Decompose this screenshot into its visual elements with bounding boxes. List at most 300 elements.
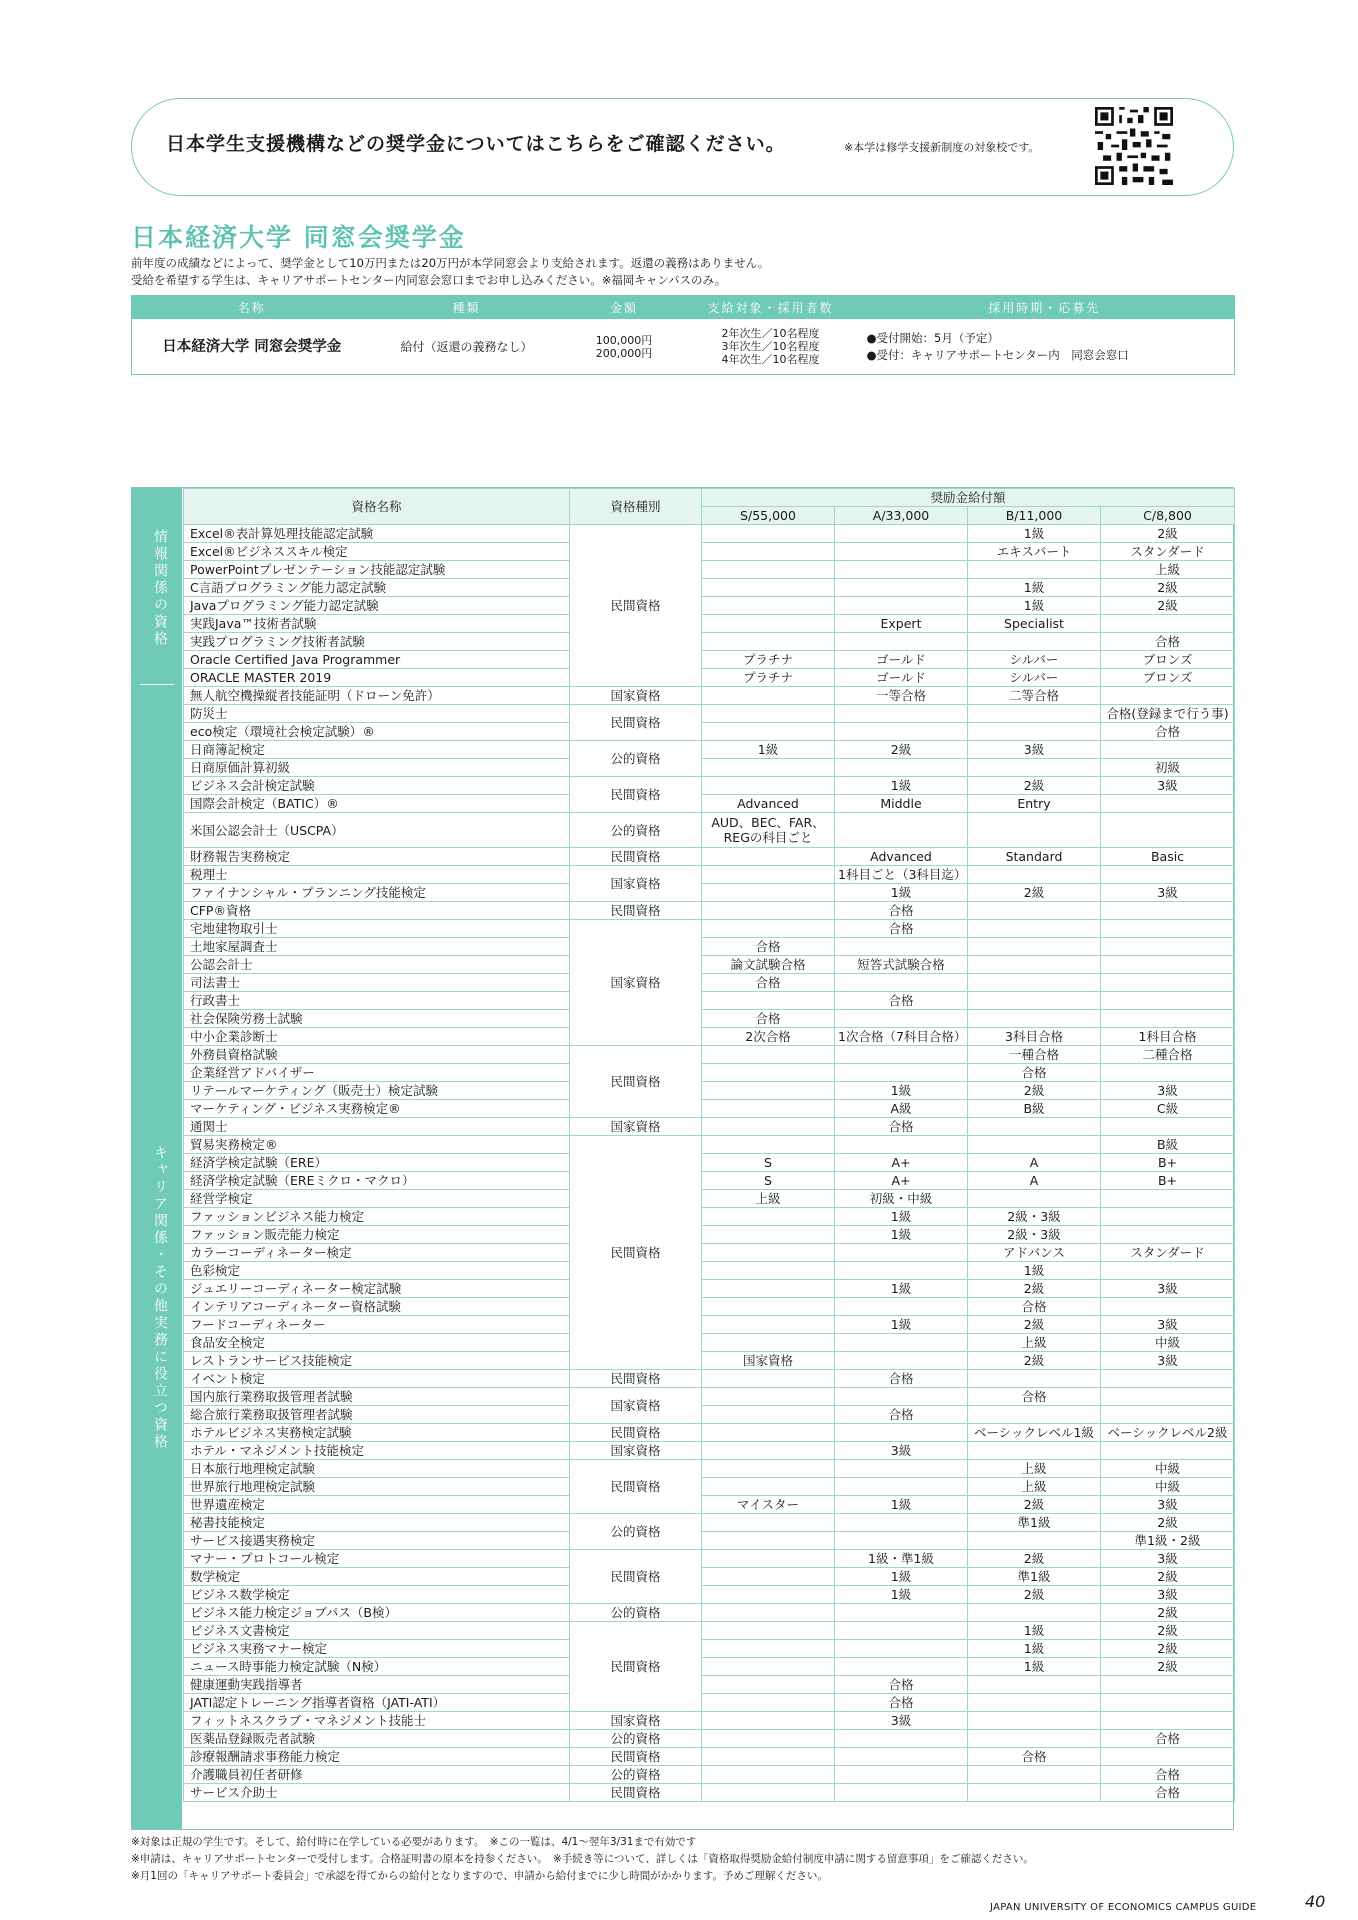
- qualification-name: C言語プログラミング能力認定試験: [184, 579, 570, 597]
- table-row: [184, 633, 1235, 651]
- table-row: [184, 1244, 1235, 1262]
- qualification-name: Oracle Certified Java Programmer: [184, 651, 570, 669]
- amount-a: Advanced: [835, 848, 968, 866]
- amount-b: 2級・3級: [968, 1226, 1101, 1244]
- qualification-name: 実践プログラミング技術者試験: [184, 633, 570, 651]
- qualification-type: 公的資格: [570, 1514, 702, 1550]
- table-row: [184, 866, 1235, 884]
- amount-b: B級: [968, 1100, 1101, 1118]
- amount-b: [968, 1766, 1101, 1784]
- qualification-name: 外務員資格試験: [184, 1046, 570, 1064]
- amount-c: [1101, 1370, 1235, 1388]
- amount-b: エキスパート: [968, 543, 1101, 561]
- qualification-type: 民間資格: [570, 1046, 702, 1118]
- amount-s: プラチナ: [702, 651, 835, 669]
- amount-a: 短答式試験合格: [835, 956, 968, 974]
- amount-c: B級: [1101, 1136, 1235, 1154]
- amount-b: 合格: [968, 1064, 1101, 1082]
- qualification-name: カラーコーディネーター検定: [184, 1244, 570, 1262]
- qualification-name: PowerPointプレゼンテーション技能認定試験: [184, 561, 570, 579]
- amount-c: [1101, 1442, 1235, 1460]
- amount-b: 2級: [968, 1316, 1101, 1334]
- qualification-name: 経営学検定: [184, 1190, 570, 1208]
- amount-s: [702, 866, 835, 884]
- amount-c: 3級: [1101, 777, 1235, 795]
- amount-s: [702, 1442, 835, 1460]
- amount-a: 初級・中級: [835, 1190, 968, 1208]
- amount-c: 合格: [1101, 633, 1235, 651]
- table-row: [184, 956, 1235, 974]
- amount-b: ベーシックレベル1級: [968, 1424, 1101, 1442]
- amount-a: [835, 1478, 968, 1496]
- qualification-name: ビジネス数学検定: [184, 1586, 570, 1604]
- table-row: [184, 938, 1235, 956]
- table-row: [184, 974, 1235, 992]
- amount-a: [835, 1010, 968, 1028]
- table-row: [184, 1064, 1235, 1082]
- amount-s: 上級: [702, 1190, 835, 1208]
- qualification-type: 民間資格: [570, 525, 702, 687]
- amount-a: [835, 561, 968, 579]
- qualification-table: [183, 488, 1235, 1802]
- amount-c: B+: [1101, 1172, 1235, 1190]
- amount-s: [702, 1298, 835, 1316]
- footnote: ※対象は正規の学生です。そして、給付時に在学している必要があります。 ※この一覧は、4/1～翌年3/31まで有効です: [131, 1836, 697, 1848]
- qualification-name: ホテル・マネジメント技能検定: [184, 1442, 570, 1460]
- qualification-type: 公的資格: [570, 1604, 702, 1622]
- qualification-type: 民間資格: [570, 705, 702, 741]
- header-target: 支給対象・採用者数: [687, 295, 855, 319]
- qualification-name: ビジネス実務マナー検定: [184, 1640, 570, 1658]
- amount-c: スタンダード: [1101, 543, 1235, 561]
- amount-b: [968, 813, 1101, 848]
- amount-s: [702, 902, 835, 920]
- amount-b: 1級: [968, 1658, 1101, 1676]
- qualification-section: [131, 487, 1234, 1830]
- amount-c: [1101, 1226, 1235, 1244]
- qualification-name: 健康運動実践指導者: [184, 1676, 570, 1694]
- amount-c: 合格: [1101, 1766, 1235, 1784]
- amount-a: 1級: [835, 1208, 968, 1226]
- amount-a: [835, 1604, 968, 1622]
- amount-s: [702, 543, 835, 561]
- amount-a: [835, 1298, 968, 1316]
- amount-b: 1級: [968, 579, 1101, 597]
- amount-c: 2級: [1101, 579, 1235, 597]
- amount-c: [1101, 741, 1235, 759]
- amount-c: [1101, 1406, 1235, 1424]
- side-label-career: キャリア関係・その他実務に役立つ資格: [152, 1145, 168, 1451]
- amount-s: [702, 759, 835, 777]
- amount-a: 3級: [835, 1712, 968, 1730]
- amount-a: [835, 1748, 968, 1766]
- amount-b: A: [968, 1154, 1101, 1172]
- amount-s: [702, 777, 835, 795]
- amount-b: 1級: [968, 525, 1101, 543]
- table-row: [184, 1730, 1235, 1748]
- amount-c: 3級: [1101, 1586, 1235, 1604]
- amount-b: [968, 974, 1101, 992]
- amount-s: [702, 1658, 835, 1676]
- qualification-type: 民間資格: [570, 1748, 702, 1766]
- amount-s: [702, 1766, 835, 1784]
- qualification-name: 財務報告実務検定: [184, 848, 570, 866]
- amount-a: [835, 1460, 968, 1478]
- amount-b: 1級: [968, 1622, 1101, 1640]
- table-row: [184, 992, 1235, 1010]
- amount-a: [835, 1334, 968, 1352]
- table-row: [184, 723, 1235, 741]
- brand-text: JAPAN UNIVERSITY OF ECONOMICS CAMPUS GUIDE: [990, 1902, 1257, 1913]
- amount-a: 1級: [835, 1226, 968, 1244]
- qualification-name: ビジネス文書検定: [184, 1622, 570, 1640]
- qualification-name: 国際会計検定（BATIC）®: [184, 795, 570, 813]
- amount-c: [1101, 1010, 1235, 1028]
- amount-a: 1級: [835, 1496, 968, 1514]
- amount-c: [1101, 1712, 1235, 1730]
- amount-a: 1級: [835, 1280, 968, 1298]
- amount-b: [968, 866, 1101, 884]
- amount-s: [702, 1226, 835, 1244]
- qualification-name: 日商原価計算初級: [184, 759, 570, 777]
- amount-b: [968, 1442, 1101, 1460]
- amount-value: 200,000円: [595, 346, 653, 360]
- amount-s: [702, 1568, 835, 1586]
- amount-s: [702, 561, 835, 579]
- amount-a: [835, 759, 968, 777]
- amount-s: [702, 1280, 835, 1298]
- table-row: [184, 1028, 1235, 1046]
- amount-a: 合格: [835, 1676, 968, 1694]
- amount-b: 1級: [968, 1262, 1101, 1280]
- amount-s: [702, 1730, 835, 1748]
- amount-a: [835, 1730, 968, 1748]
- apply-line: ●受付開始：5月（予定）: [866, 330, 999, 345]
- col-header-c: C/8,800: [1101, 507, 1235, 525]
- table-row: [184, 705, 1235, 723]
- header-name: 名称: [132, 295, 372, 319]
- amount-c: 中級: [1101, 1460, 1235, 1478]
- table-row: [184, 1622, 1235, 1640]
- qualification-name: ORACLE MASTER 2019: [184, 669, 570, 687]
- qualification-name: 企業経営アドバイザー: [184, 1064, 570, 1082]
- amount-b: [968, 938, 1101, 956]
- amount-s: [702, 1550, 835, 1568]
- qualification-name: 世界遺産検定: [184, 1496, 570, 1514]
- amount-b: [968, 1406, 1101, 1424]
- amount-s: [702, 1424, 835, 1442]
- amount-c: 2級: [1101, 1622, 1235, 1640]
- amount-s: [702, 723, 835, 741]
- amount-s: [702, 1370, 835, 1388]
- amount-b: Entry: [968, 795, 1101, 813]
- scholarship-description: [131, 255, 769, 289]
- amount-a: [835, 543, 968, 561]
- amount-c: [1101, 1298, 1235, 1316]
- header-type: 種類: [372, 295, 562, 319]
- amount-a: [835, 633, 968, 651]
- amount-s: [702, 615, 835, 633]
- table-row: [184, 1262, 1235, 1280]
- qualification-name: CFP®資格: [184, 902, 570, 920]
- footnote: ※申請は、キャリアサポートセンターで受付します。合格証明書の原本を持参ください。 ※手続き等について、詳しくは「資格取得奨励金給付制度申請に関する留意事項」をご確認ください。: [131, 1853, 1034, 1865]
- amount-c: 2級: [1101, 1514, 1235, 1532]
- amount-b: [968, 1730, 1101, 1748]
- table-row: [184, 1154, 1235, 1172]
- amount-s: [702, 1640, 835, 1658]
- qualification-name: JATI認定トレーニング指導者資格（JATI-ATI）: [184, 1694, 570, 1712]
- amount-b: 一種合格: [968, 1046, 1101, 1064]
- amount-a: 合格: [835, 920, 968, 938]
- qualification-type: 民間資格: [570, 1136, 702, 1370]
- qualification-name: 宅地建物取引士: [184, 920, 570, 938]
- amount-s: [835, 1352, 968, 1370]
- col-header-amount: 奨励金給付額: [702, 489, 1235, 507]
- table-row: [184, 597, 1235, 615]
- table-row: [184, 1424, 1235, 1442]
- table-row: [184, 1136, 1235, 1154]
- amount-b: 準1級: [968, 1514, 1101, 1532]
- amount-b: 2級: [968, 1496, 1101, 1514]
- amount-c: [1101, 902, 1235, 920]
- amount-s: [702, 1118, 835, 1136]
- qualification-name: 介護職員初任者研修: [184, 1766, 570, 1784]
- amount-s: Advanced: [702, 795, 835, 813]
- amount-b: 2級: [968, 1586, 1101, 1604]
- amount-b: 1級: [968, 1640, 1101, 1658]
- amount-c: [1101, 920, 1235, 938]
- amount-a: 2級: [968, 1352, 1101, 1370]
- amount-c: [1101, 1676, 1235, 1694]
- table-row: [184, 1550, 1235, 1568]
- table-row: [184, 848, 1235, 866]
- amount-a: 合格: [835, 1406, 968, 1424]
- amount-c: Basic: [1101, 848, 1235, 866]
- qualification-name: 防災士: [184, 705, 570, 723]
- table-row: [184, 525, 1235, 543]
- amount-c: [1101, 938, 1235, 956]
- table-row: [184, 1460, 1235, 1478]
- amount-b: 2級・3級: [968, 1208, 1101, 1226]
- target-line: 4年次生／10名程度: [721, 353, 820, 366]
- qualification-name: Excel®表計算処理技能認定試験: [184, 525, 570, 543]
- table-row: [184, 615, 1235, 633]
- amount-b: 2級: [968, 1550, 1101, 1568]
- amount-c: ベーシックレベル2級: [1101, 1424, 1235, 1442]
- amount-c: [1101, 866, 1235, 884]
- qualification-name: 土地家屋調査士: [184, 938, 570, 956]
- table-row: [184, 813, 1235, 848]
- table-row: [184, 1118, 1235, 1136]
- amount-a: 1級: [835, 1082, 968, 1100]
- qualification-name: 数学検定: [184, 1568, 570, 1586]
- col-header-s: S/55,000: [702, 507, 835, 525]
- amount-a: [835, 1244, 968, 1262]
- amount-c: [1101, 1748, 1235, 1766]
- qualification-name: 行政書士: [184, 992, 570, 1010]
- table-row: [184, 1748, 1235, 1766]
- amount-b: [968, 1190, 1101, 1208]
- amount-s: [702, 1784, 835, 1802]
- amount-a: [835, 1622, 968, 1640]
- col-header-type: 資格種別: [570, 489, 702, 525]
- amount-s: [702, 1064, 835, 1082]
- qualification-name: 貿易実務検定®: [184, 1136, 570, 1154]
- amount-c: 2級: [1101, 1658, 1235, 1676]
- qualification-name: 社会保険労務士試験: [184, 1010, 570, 1028]
- amount-s: [702, 579, 835, 597]
- amount-a: 一等合格: [835, 687, 968, 705]
- amount-s: [702, 1478, 835, 1496]
- amount-c: [1101, 1190, 1235, 1208]
- qualification-name: マナー・プロトコール検定: [184, 1550, 570, 1568]
- amount-c: 合格: [1101, 1784, 1235, 1802]
- amount-a: A+: [835, 1154, 968, 1172]
- amount-b: [968, 1784, 1101, 1802]
- scholarship-name: 日本経済大学 同窓会奨学金: [132, 319, 372, 375]
- qualification-name: 税理士: [184, 866, 570, 884]
- table-row: [184, 687, 1235, 705]
- table-row: [184, 669, 1235, 687]
- amount-a: ゴールド: [835, 669, 968, 687]
- amount-b: 3級: [968, 741, 1101, 759]
- amount-b: 2級: [968, 777, 1101, 795]
- amount-c: ブロンズ: [1101, 669, 1235, 687]
- qualification-name: フードコーディネーター: [184, 1316, 570, 1334]
- qualification-type: 公的資格: [570, 1730, 702, 1748]
- scholarship-type: 給付（返還の義務なし）: [372, 319, 562, 375]
- qualification-name: 実践Java™技術者試験: [184, 615, 570, 633]
- table-row: [184, 1784, 1235, 1802]
- qualification-type: 民間資格: [570, 902, 702, 920]
- amount-s: [702, 992, 835, 1010]
- table-row: [184, 1658, 1235, 1676]
- amount-b: 3科目合格: [968, 1028, 1101, 1046]
- amount-s: [702, 1460, 835, 1478]
- qualification-name: ファッションビジネス能力検定: [184, 1208, 570, 1226]
- table-row: [184, 1388, 1235, 1406]
- qualification-type: 民間資格: [570, 1370, 702, 1388]
- amount-a: 合格: [835, 1694, 968, 1712]
- table-row: [184, 1532, 1235, 1550]
- amount-b: 上級: [968, 1478, 1101, 1496]
- amount-s: [702, 1136, 835, 1154]
- amount-a: [835, 1766, 968, 1784]
- scholarship-target: [687, 319, 855, 375]
- side-label-info: 情報関係の資格: [152, 528, 168, 648]
- amount-s: [702, 1676, 835, 1694]
- amount-b: シルバー: [968, 651, 1101, 669]
- qr-code-icon[interactable]: [1095, 107, 1173, 185]
- qualification-type: 民間資格: [570, 1424, 702, 1442]
- amount-b: 上級: [968, 1334, 1101, 1352]
- qualification-type: 公的資格: [570, 813, 702, 848]
- description-line: 受給を希望する学生は、キャリアサポートセンター内同窓会窓口までお申し込みください。※福岡キャンパスのみ。: [131, 273, 727, 287]
- amount-c: [1101, 795, 1235, 813]
- amount-a: 2級: [835, 741, 968, 759]
- amount-b: A: [968, 1172, 1101, 1190]
- amount-b: [968, 1010, 1101, 1028]
- amount-b: [968, 723, 1101, 741]
- banner-note: ※本学は修学支援新制度の対象校です。: [844, 141, 1040, 154]
- amount-b: [968, 992, 1101, 1010]
- amount-c: ブロンズ: [1101, 651, 1235, 669]
- table-row: [184, 543, 1235, 561]
- qualification-name: 医薬品登録販売者試験: [184, 1730, 570, 1748]
- col-header-name: 資格名称: [184, 489, 570, 525]
- amount-b: [968, 956, 1101, 974]
- amount-a: 1科目ごと（3科目迄）: [835, 866, 968, 884]
- amount-b: 2級: [968, 884, 1101, 902]
- qualification-name: 世界旅行地理検定試験: [184, 1478, 570, 1496]
- amount-c: [1101, 1208, 1235, 1226]
- amount-b: 準1級: [968, 1568, 1101, 1586]
- amount-s: [702, 1244, 835, 1262]
- scholarship-info-banner[interactable]: [131, 98, 1234, 196]
- amount-s: AUD、BEC、FAR、REGの科目ごと: [702, 813, 835, 848]
- qualification-type: 国家資格: [570, 920, 702, 1046]
- table-row: [184, 1082, 1235, 1100]
- amount-a: [835, 938, 968, 956]
- table-row: [184, 1712, 1235, 1730]
- amount-a: Expert: [835, 615, 968, 633]
- amount-a: 1次合格（7科目合格）: [835, 1028, 968, 1046]
- qualification-name: ニュース時事能力検定試験（N検）: [184, 1658, 570, 1676]
- table-row: [184, 1010, 1235, 1028]
- amount-s: 1級: [702, 741, 835, 759]
- amount-a: 3級: [835, 1442, 968, 1460]
- table-row: [184, 1586, 1235, 1604]
- amount-a: 1級: [835, 1586, 968, 1604]
- amount-s: [702, 1532, 835, 1550]
- amount-s: [702, 884, 835, 902]
- footnote: ※月1回の「キャリアサポート委員会」で承認を得てからの給付となりますので、申請から給付までに少し時間がかかります。予めご理解ください。: [131, 1870, 828, 1882]
- amount-s: [702, 1604, 835, 1622]
- header-amount: 金額: [562, 295, 687, 319]
- table-row: [184, 1370, 1235, 1388]
- amount-b: [968, 1118, 1101, 1136]
- amount-s: [702, 1082, 835, 1100]
- scholarship-table: [131, 295, 1235, 375]
- table-row: [184, 1172, 1235, 1190]
- amount-a: [835, 1784, 968, 1802]
- qualification-name: 日商簿記検定: [184, 741, 570, 759]
- scholarship-title: 日本経済大学 同窓会奨学金: [131, 223, 466, 252]
- amount-s: [702, 1622, 835, 1640]
- table-row: [184, 1442, 1235, 1460]
- amount-c: 2級: [1101, 1604, 1235, 1622]
- amount-s: [702, 705, 835, 723]
- amount-s: [702, 597, 835, 615]
- qualification-name: イベント検定: [184, 1370, 570, 1388]
- header-apply: 採用時期・応募先: [855, 295, 1235, 319]
- table-row: [184, 902, 1235, 920]
- qualification-type: 国家資格: [570, 1118, 702, 1136]
- amount-b: 2級: [968, 1280, 1101, 1298]
- amount-s: [702, 1262, 835, 1280]
- amount-b: [968, 1694, 1101, 1712]
- table-row: [184, 1604, 1235, 1622]
- col-header-a: A/33,000: [835, 507, 968, 525]
- amount-a: [835, 579, 968, 597]
- amount-s: [702, 525, 835, 543]
- amount-a: 1級: [835, 1316, 968, 1334]
- table-row: [184, 1514, 1235, 1532]
- amount-b: [968, 633, 1101, 651]
- qualification-name: ジュエリーコーディネーター検定試験: [184, 1280, 570, 1298]
- amount-c: 2級: [1101, 1640, 1235, 1658]
- amount-c: 1科目合格: [1101, 1028, 1235, 1046]
